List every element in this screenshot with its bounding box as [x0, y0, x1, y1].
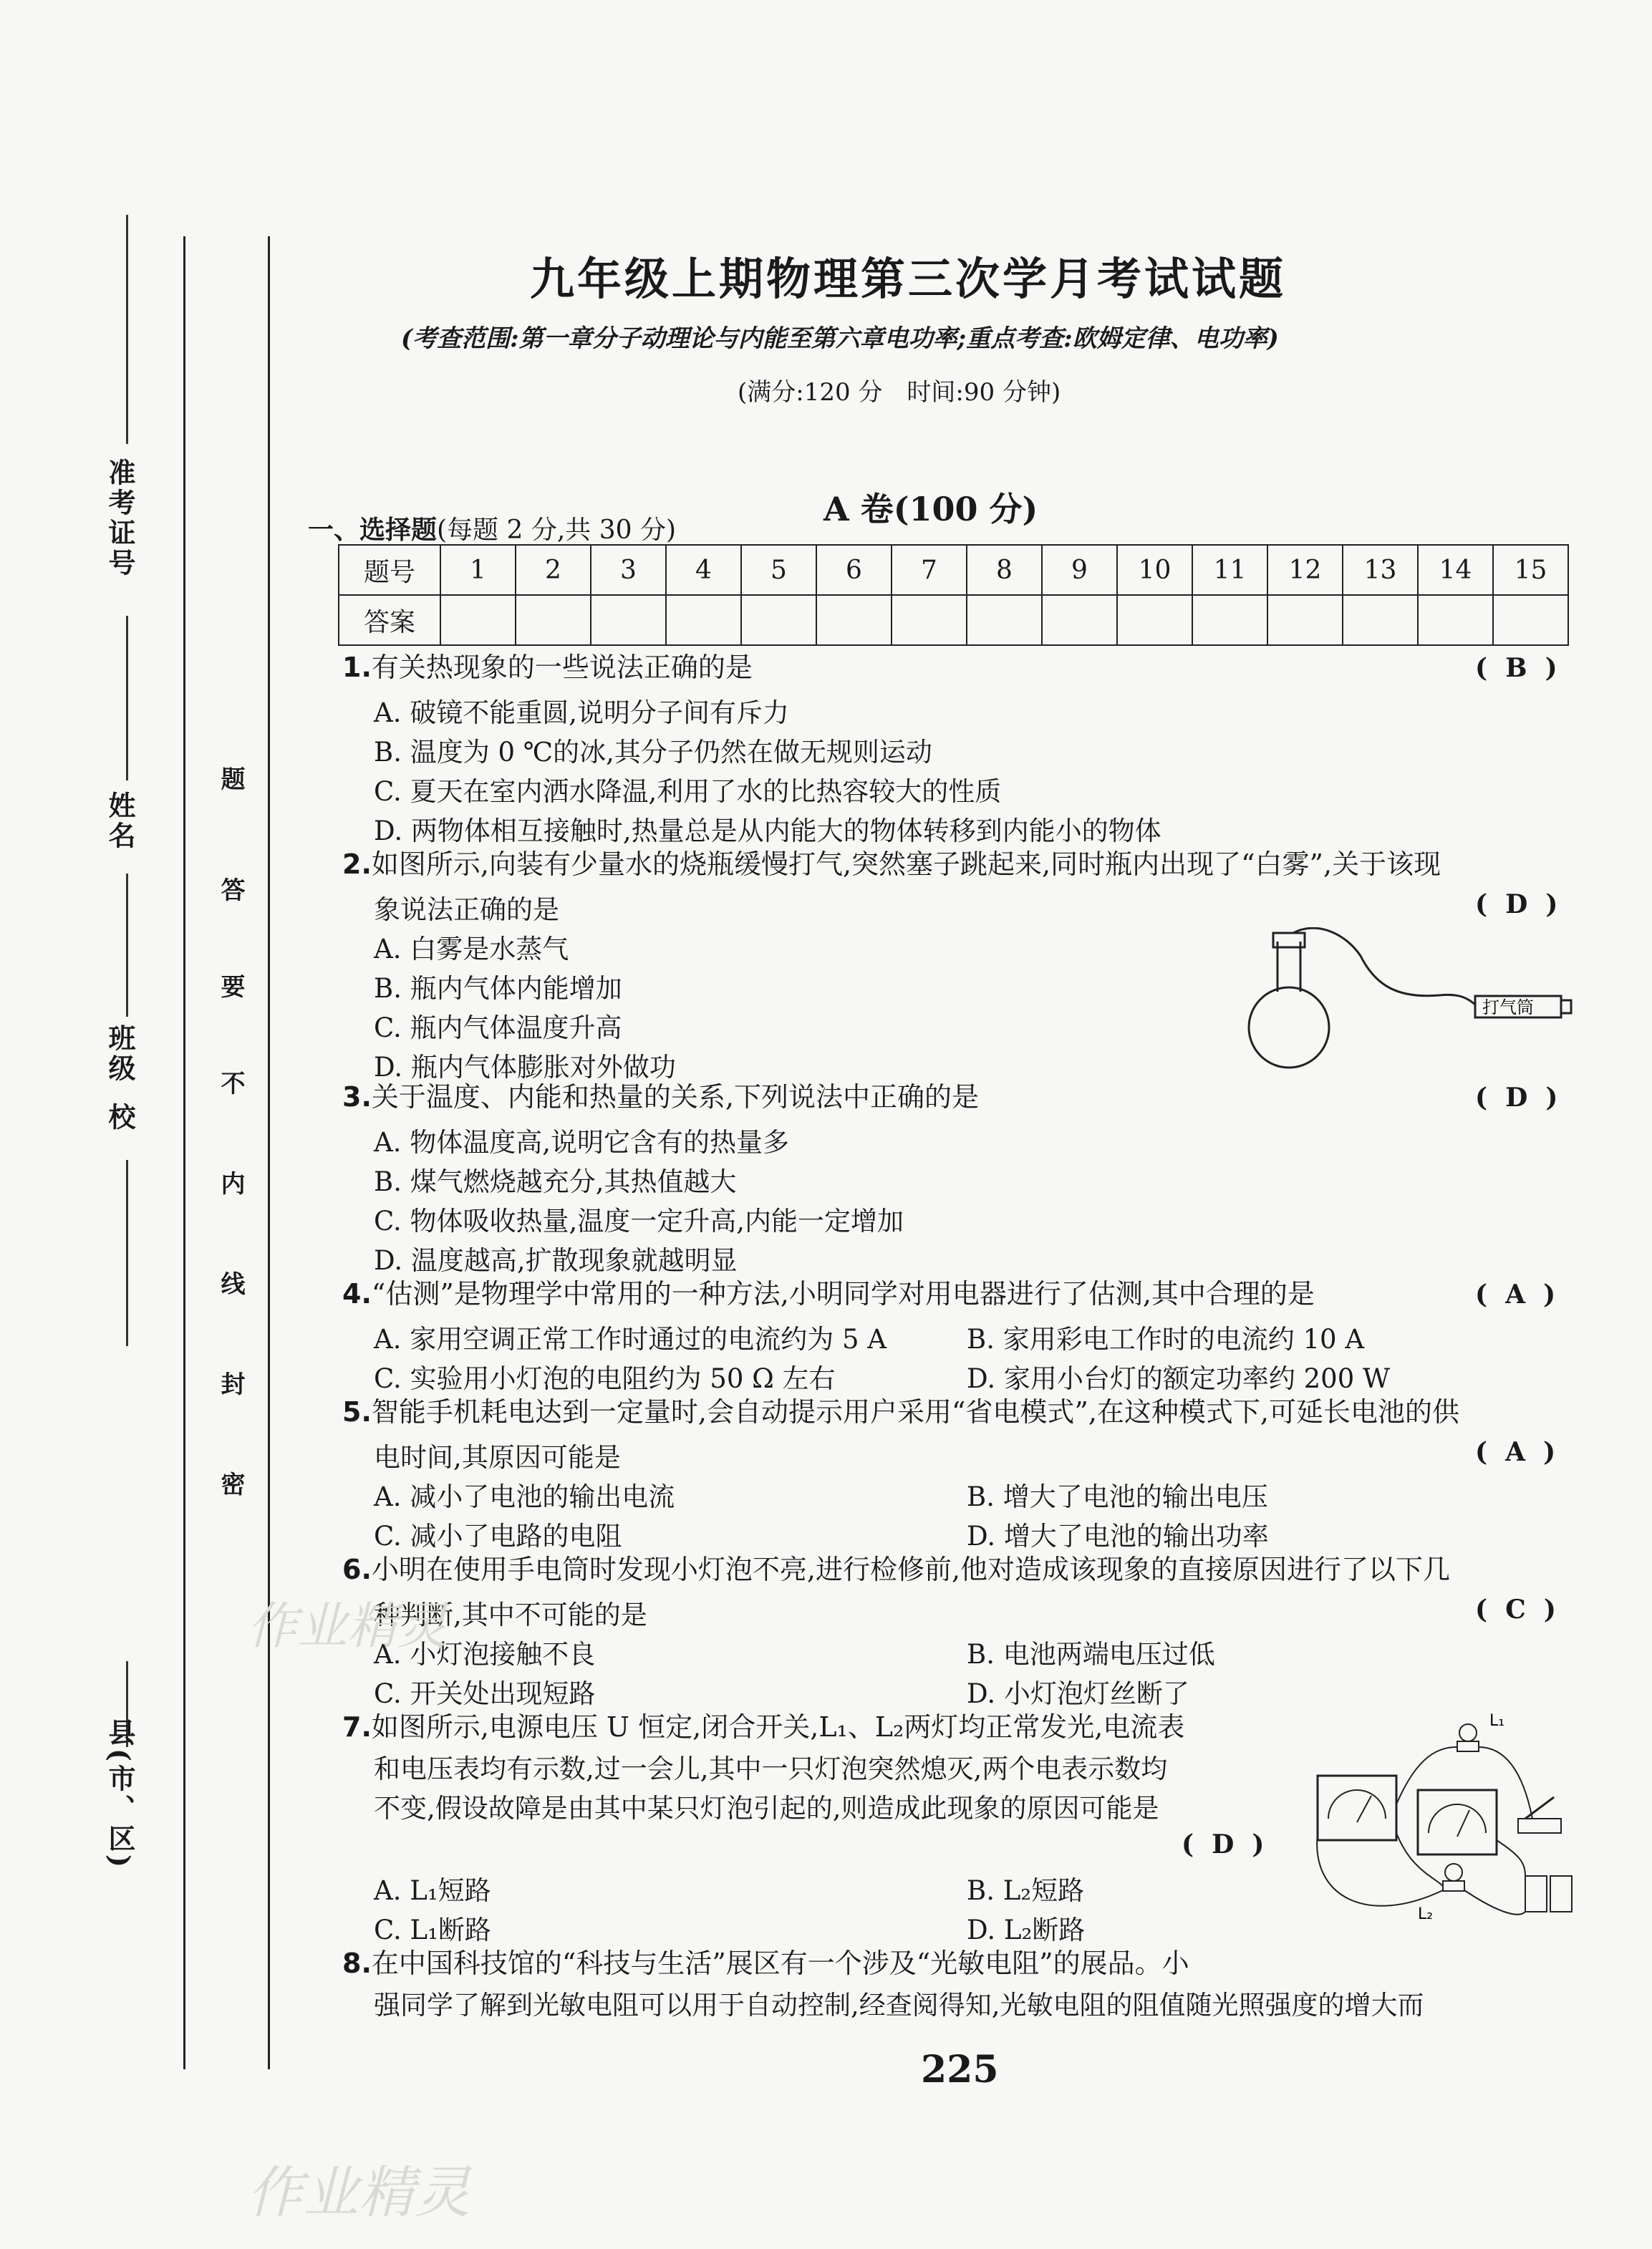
question-7-stem-cont: 和电压表均有示数,过一会儿,其中一只灯泡突然熄灭,两个电表示数均 — [374, 1754, 1168, 1784]
watermark-text: 作业精灵 — [247, 2161, 471, 2225]
seal-char-yao: 要 — [216, 974, 245, 998]
question-3-option-d: D. 温度越高,扩散现象就越明显 — [374, 1245, 738, 1276]
question-3-option-c: C. 物体吸收热量,温度一定升高,内能一定增加 — [374, 1206, 904, 1237]
question-2-stem-cont: 象说法正确的是 — [374, 894, 559, 925]
question-5-option-c: C. 减小了电路的电阻 — [374, 1521, 622, 1552]
label-class: 班级 — [104, 1024, 136, 1084]
lamp-l1-label: L₁ — [1489, 1712, 1505, 1730]
question-number: 3. — [342, 1081, 372, 1113]
table-number-cell: 14 — [1418, 545, 1493, 595]
question-6-option-a: A. 小灯泡接触不良 — [374, 1639, 596, 1670]
answer-cell[interactable] — [516, 595, 591, 645]
question-4-answer: ( A ) — [1475, 1280, 1556, 1310]
binding-line-inner — [268, 236, 270, 2069]
question-text: 小明在使用手电筒时发现小灯泡不亮,进行检修前,他对造成该现象的直接原因进行了以下几 — [371, 1554, 1451, 1585]
watermark-text: 作业精灵 — [247, 1597, 448, 1655]
question-5-option-b: B. 增大了电池的输出电压 — [967, 1481, 1268, 1512]
question-2-option-a: A. 白雾是水蒸气 — [374, 934, 569, 964]
answer-cell[interactable] — [1267, 595, 1343, 645]
label-county: 县(市、区) — [104, 1718, 136, 1870]
table-number-cell: 8 — [967, 545, 1042, 595]
seal-char-feng: 封 — [216, 1371, 245, 1396]
label-exam-number: 准考证号 — [104, 458, 136, 579]
exam-scope: (考查范围:第一章分子动理论与内能至第六章电功率;重点考查:欧姆定律、电功率) — [401, 324, 1279, 353]
table-number-cell: 6 — [816, 545, 892, 595]
label-name: 姓名 — [104, 791, 136, 851]
question-5-answer: ( A ) — [1475, 1437, 1556, 1467]
blank-name[interactable] — [126, 616, 128, 780]
question-4-option-a: A. 家用空调正常工作时通过的电流约为 5 A — [374, 1324, 887, 1355]
table-number-cell: 4 — [666, 545, 741, 595]
seal-char-bu: 不 — [216, 1070, 245, 1095]
table-number-cell: 7 — [892, 545, 967, 595]
question-5-option-a: A. 减小了电池的输出电流 — [374, 1481, 675, 1512]
part-note: (每题 2 分,共 30 分) — [437, 516, 677, 545]
answer-cell[interactable] — [967, 595, 1042, 645]
question-text: 如图所示,电源电压 U 恒定,闭合开关,L₁、L₂两灯均正常发光,电流表 — [371, 1711, 1185, 1743]
question-text: 有关热现象的一些说法正确的是 — [371, 652, 753, 683]
table-number-cell: 11 — [1192, 545, 1267, 595]
blank-exam-number[interactable] — [126, 215, 128, 444]
question-text: “估测”是物理学中常用的一种方法,小明同学对用电器进行了估测,其中合理的是 — [371, 1278, 1315, 1310]
table-number-cell: 13 — [1343, 545, 1418, 595]
question-3-option-a: A. 物体温度高,说明它含有的热量多 — [374, 1127, 790, 1158]
question-text: 如图所示,向装有少量水的烧瓶缓慢打气,突然塞子跳起来,同时瓶内出现了“白雾”,关于该现 — [371, 848, 1441, 880]
table-number-cell: 3 — [591, 545, 666, 595]
answer-cell[interactable] — [1493, 595, 1568, 645]
question-number: 1. — [342, 652, 372, 683]
question-4-stem — [342, 1275, 1315, 1313]
seal-char-nei: 内 — [216, 1171, 245, 1195]
question-1-option-a: A. 破镜不能重圆,说明分子间有斥力 — [374, 697, 790, 728]
answer-cell[interactable] — [666, 595, 741, 645]
answer-cell[interactable] — [892, 595, 967, 645]
question-6-stem — [342, 1550, 1450, 1589]
question-number: 5. — [342, 1396, 372, 1428]
table-number-cell: 9 — [1042, 545, 1117, 595]
part-label: 一、选择题 — [308, 516, 438, 545]
question-7-stem-cont2: 不变,假设故障是由其中某只灯泡引起的,则造成此现象的原因可能是 — [374, 1793, 1159, 1824]
question-number: 8. — [342, 1948, 372, 1979]
question-3-answer: ( D ) — [1475, 1083, 1558, 1113]
question-3-option-b: B. 煤气燃烧越充分,其热值越大 — [374, 1166, 737, 1197]
question-3-stem — [342, 1078, 979, 1116]
question-6-option-c: C. 开关处出现短路 — [374, 1678, 596, 1709]
question-number: 7. — [342, 1711, 372, 1743]
question-7-option-b: B. L₂短路 — [967, 1875, 1085, 1906]
question-2-option-c: C. 瓶内气体温度升高 — [374, 1012, 622, 1043]
question-number: 4. — [342, 1278, 372, 1310]
question-6-option-d: D. 小灯泡灯丝断了 — [967, 1678, 1189, 1709]
question-7-option-a: A. L₁短路 — [374, 1875, 491, 1906]
question-4-option-b: B. 家用彩电工作时的电流约 10 A — [967, 1324, 1365, 1355]
label-school: 校 — [104, 1103, 136, 1133]
answer-cell[interactable] — [741, 595, 816, 645]
question-text: 关于温度、内能和热量的关系,下列说法中正确的是 — [371, 1081, 979, 1113]
question-7-stem — [342, 1708, 1184, 1746]
question-4-option-d: D. 家用小台灯的额定功率约 200 W — [967, 1363, 1391, 1394]
answer-cell[interactable] — [1042, 595, 1117, 645]
question-5-stem — [342, 1393, 1459, 1431]
question-2-option-b: B. 瓶内气体内能增加 — [374, 973, 622, 1004]
answer-cell[interactable] — [1117, 595, 1192, 645]
answer-cell[interactable] — [440, 595, 516, 645]
table-number-cell: 5 — [741, 545, 816, 595]
lamp-l2-label: L₂ — [1418, 1905, 1434, 1923]
part-heading — [308, 510, 676, 546]
binding-line-outer — [183, 236, 185, 2069]
section-title: A 卷(100 分) — [823, 490, 1038, 528]
question-number: 2. — [342, 848, 372, 880]
question-7-answer: ( D ) — [1182, 1829, 1265, 1859]
answer-table — [338, 544, 1569, 646]
question-1-stem — [342, 648, 753, 687]
table-number-cell: 10 — [1117, 545, 1192, 595]
question-5-option-d: D. 增大了电池的输出功率 — [967, 1521, 1269, 1552]
answer-table-answer-row — [339, 595, 1568, 645]
seal-char-da: 答 — [216, 877, 245, 901]
table-number-cell: 2 — [516, 545, 591, 595]
answer-cell[interactable] — [1343, 595, 1418, 645]
flask-pump-figure — [1232, 927, 1575, 1078]
seal-char-mi: 密 — [216, 1471, 245, 1496]
question-7-option-c: C. L₁断路 — [374, 1915, 491, 1945]
question-1-option-d: D. 两物体相互接触时,热量总是从内能大的物体转移到内能小的物体 — [374, 816, 1161, 846]
seal-char-xian: 线 — [216, 1271, 245, 1295]
circuit-figure — [1310, 1711, 1583, 1948]
question-text: 智能手机耗电达到一定量时,会自动提示用户采用“省电模式”,在这种模式下,可延长电池的供 — [371, 1396, 1459, 1428]
blank-school[interactable] — [126, 1160, 128, 1346]
question-6-stem-cont: 种判断,其中不可能的是 — [374, 1600, 647, 1630]
question-8-stem — [342, 1944, 1189, 1983]
answer-table-number-row — [339, 545, 1568, 595]
question-2-stem — [342, 845, 1441, 884]
question-8-stem-cont: 强同学了解到光敏电阻可以用于自动控制,经查阅得知,光敏电阻的阻值随光照强度的增大而 — [374, 1990, 1424, 2021]
question-number: 6. — [342, 1554, 372, 1585]
question-6-answer: ( C ) — [1475, 1595, 1556, 1625]
pump-label: 打气筒 — [1482, 997, 1534, 1017]
exam-meta: (满分:120 分 时间:90 分钟) — [738, 378, 1061, 407]
table-head-answer: 答案 — [339, 595, 440, 645]
question-1-option-b: B. 温度为 0 ℃的冰,其分子仍然在做无规则运动 — [374, 737, 932, 768]
table-number-cell: 1 — [440, 545, 516, 595]
question-7-option-d: D. L₂断路 — [967, 1915, 1086, 1945]
question-5-stem-cont: 电时间,其原因可能是 — [374, 1442, 621, 1473]
question-1-option-c: C. 夏天在室内洒水降温,利用了水的比热容较大的性质 — [374, 776, 1002, 807]
question-6-option-b: B. 电池两端电压过低 — [967, 1639, 1215, 1670]
page-number: 225 — [921, 2048, 999, 2091]
answer-cell[interactable] — [1418, 595, 1493, 645]
question-2-option-d: D. 瓶内气体膨胀对外做功 — [374, 1052, 676, 1083]
question-1-answer: ( B ) — [1475, 653, 1557, 683]
question-2-answer: ( D ) — [1475, 889, 1558, 919]
answer-cell[interactable] — [816, 595, 892, 645]
answer-cell[interactable] — [1192, 595, 1267, 645]
question-4-option-c: C. 实验用小灯泡的电阻约为 50 Ω 左右 — [374, 1363, 836, 1394]
seal-char-ti: 题 — [216, 766, 245, 790]
table-head-number: 题号 — [339, 545, 440, 595]
answer-cell[interactable] — [591, 595, 666, 645]
table-number-cell: 12 — [1267, 545, 1343, 595]
table-number-cell: 15 — [1493, 545, 1568, 595]
question-text: 在中国科技馆的“科技与生活”展区有一个涉及“光敏电阻”的展品。小 — [371, 1948, 1189, 1979]
page-title: 九年级上期物理第三次学月考试试题 — [530, 253, 1287, 305]
blank-class[interactable] — [126, 874, 128, 1017]
